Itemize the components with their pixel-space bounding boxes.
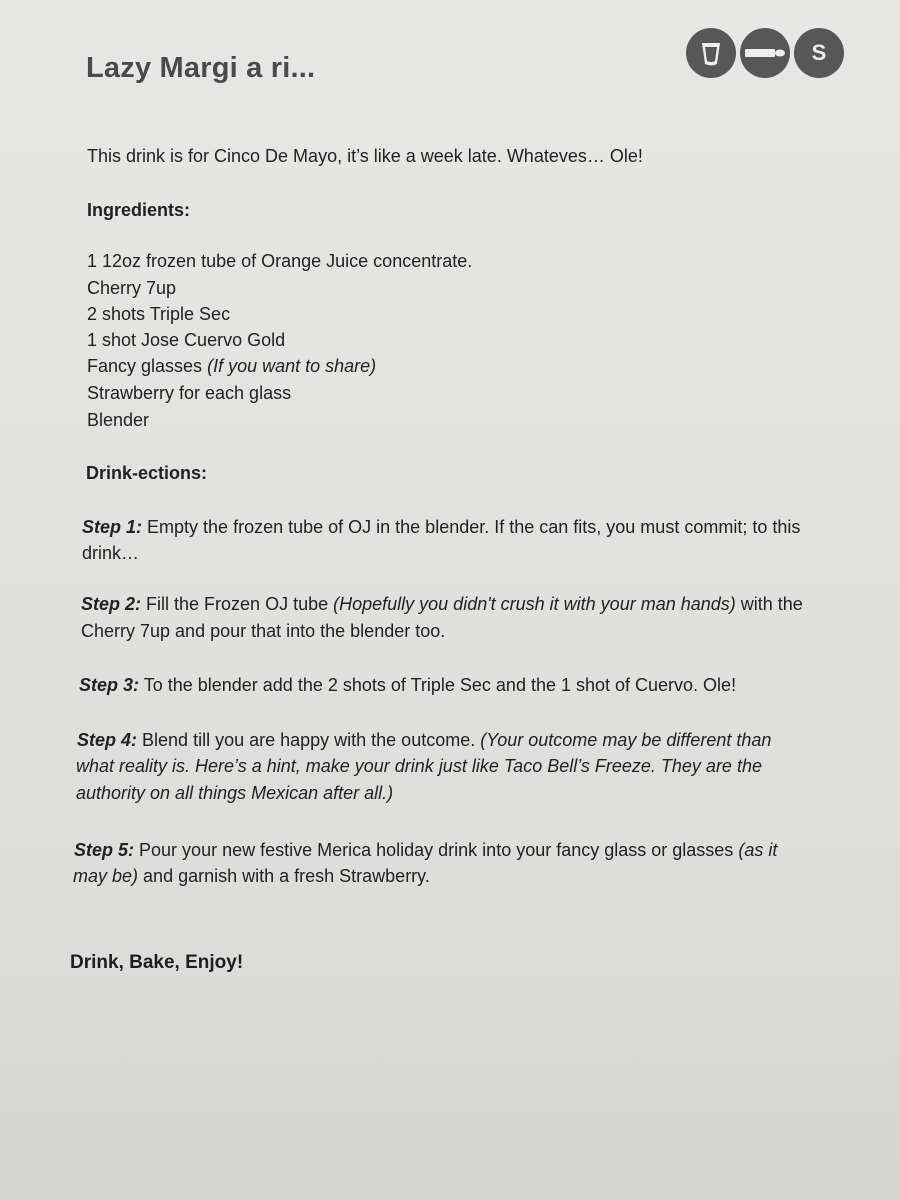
step-label: Step 1:: [82, 517, 143, 537]
recipe-title: Lazy Margi a ri...: [86, 52, 316, 84]
step-label: Step 5:: [74, 840, 135, 860]
ingredient-item: Strawberry for each glass: [87, 383, 292, 403]
step-text: Cherry 7up and pour that into the blender too.: [81, 621, 446, 641]
step-text: with the: [740, 594, 803, 614]
s-logo-icon: [794, 28, 844, 78]
step-text: Pour your new festive Merica holiday drink into your fancy glass or glasses: [139, 840, 734, 860]
closing-line: Drink, Bake, Enjoy!: [70, 952, 244, 973]
ingredient-note: (If you want to share): [207, 356, 377, 376]
step-line: [81, 591, 803, 617]
step-text: Blend till you are happy with the outcome.: [142, 730, 476, 750]
header-icons: [686, 28, 844, 78]
step-line: [73, 863, 430, 889]
step-line: [82, 514, 800, 540]
ingredient-text: Fancy glasses: [87, 356, 203, 376]
step-line: [74, 837, 777, 863]
step-text: Empty the frozen tube of OJ in the blender. If the can fits, you must commit; to this: [147, 517, 801, 537]
step-label: Step 3:: [79, 675, 140, 695]
step-label: Step 4:: [77, 730, 138, 750]
step-line: [79, 672, 736, 698]
step-text: Fill the Frozen OJ tube: [146, 594, 329, 614]
ingredient-item: 1 shot Jose Cuervo Gold: [87, 330, 286, 350]
step-aside: may be): [73, 866, 139, 886]
intro-text: This drink is for Cinco De Mayo, it’s like a week late. Whateves… Ole!: [87, 146, 643, 166]
step-label: Step 2:: [81, 594, 142, 614]
ingredient-item: Cherry 7up: [87, 278, 177, 298]
step-aside: (as it: [738, 840, 778, 860]
step-line: [77, 727, 771, 753]
dish-icon: [740, 28, 790, 78]
step-text: drink…: [82, 543, 140, 563]
ingredient-item: Blender: [87, 410, 150, 430]
ingredient-item: 2 shots Triple Sec: [87, 304, 231, 324]
ingredient-item: 1 12oz frozen tube of Orange Juice concentrate.: [87, 251, 473, 271]
directions-heading: Drink-ections:: [86, 463, 208, 483]
step-aside: (Hopefully you didn't crush it with your man hands): [333, 594, 736, 614]
ingredients-heading: Ingredients:: [87, 200, 191, 220]
step-text: To the blender add the 2 shots of Triple Sec and the 1 shot of Cuervo. Ole!: [143, 675, 737, 695]
step-aside: what reality is. Here’s a hint, make your drink just like Taco Bell’s Freeze. They are the: [76, 756, 762, 776]
logo-letter: S: [811, 40, 827, 65]
step-text: and garnish with a fresh Strawberry.: [143, 866, 430, 886]
step-aside: authority on all things Mexican after all.): [76, 783, 394, 803]
step-aside: (Your outcome may be different than: [480, 730, 772, 750]
cup-icon: [686, 28, 736, 78]
ingredient-item: [87, 353, 376, 379]
